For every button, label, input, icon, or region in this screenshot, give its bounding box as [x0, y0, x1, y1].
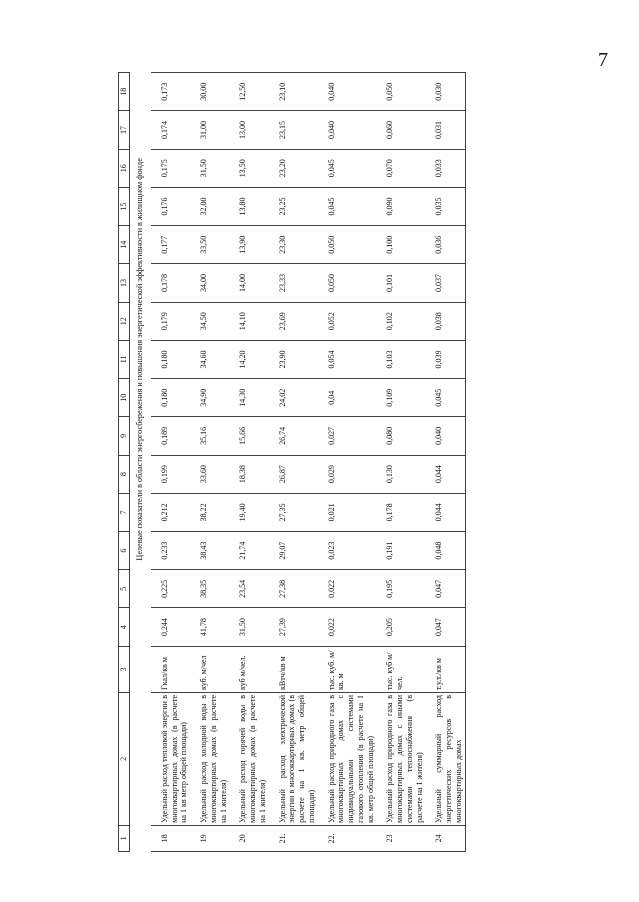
value-cell: 31,50 [229, 608, 268, 646]
value-cell: 0,130 [376, 455, 425, 493]
value-cell: 0,029 [318, 455, 377, 493]
row-number: 19 [190, 825, 229, 851]
value-cell: 31,50 [190, 149, 229, 187]
value-cell: 0,050 [318, 264, 377, 302]
value-cell: 0,109 [376, 379, 425, 417]
value-cell: 0,040 [318, 73, 377, 111]
value-cell: 33,60 [190, 455, 229, 493]
value-cell: 0,022 [318, 570, 377, 608]
value-cell: 0,045 [318, 187, 377, 225]
value-cell: 0,022 [318, 608, 377, 646]
value-cell: 0,173 [151, 73, 190, 111]
value-cell: 0,090 [376, 187, 425, 225]
value-cell: 0,195 [376, 570, 425, 608]
value-cell: 0,080 [376, 417, 425, 455]
value-cell: 34,90 [190, 379, 229, 417]
value-cell: 0,060 [376, 111, 425, 149]
row-number: 20 [229, 825, 268, 851]
value-cell: 19,40 [229, 493, 268, 531]
column-number: 15 [119, 187, 130, 225]
indicator-name: Удельный расход природного газа в многоквартирных домах с иными системами теплоснабжения (в расчете на 1 жителя) [376, 693, 425, 826]
value-cell: 14,10 [229, 302, 268, 340]
value-cell: 0,244 [151, 608, 190, 646]
value-cell: 0,176 [151, 187, 190, 225]
value-cell: 0,179 [151, 302, 190, 340]
value-cell: 0,225 [151, 570, 190, 608]
column-number: 5 [119, 570, 130, 608]
value-cell: 0,175 [151, 149, 190, 187]
value-cell: 14,30 [229, 379, 268, 417]
column-number: 2 [119, 693, 130, 826]
value-cell: 30,00 [190, 73, 229, 111]
value-cell: 0,050 [318, 226, 377, 264]
value-cell: 0,178 [376, 493, 425, 531]
indicator-name: Удельный расход тепловой энергии в многоквартирных домах (в расчете на 1 кв метр общей площади) [151, 693, 190, 826]
value-cell: 14,20 [229, 340, 268, 378]
indicator-name: Удельный расход природного газа в многоквартирных домах с индивидуальными системами газового отопления (в расчете на 1 кв. метр общей площади) [318, 693, 377, 826]
value-cell: 0,233 [151, 532, 190, 570]
value-cell: 34,60 [190, 340, 229, 378]
unit-cell: т.у.т./кв м [425, 646, 465, 692]
unit-cell: куб м/чел. [229, 646, 268, 692]
row-number: 23 [376, 825, 425, 851]
value-cell: 13,00 [229, 111, 268, 149]
value-cell: 0,054 [318, 340, 377, 378]
value-cell: 34,00 [190, 264, 229, 302]
table-row [229, 73, 268, 852]
table-row [318, 73, 377, 852]
column-number: 17 [119, 111, 130, 149]
indicator-name: Удельный расход электрической энергии в многоквартирных домах (в расчете на 1 кв. метр общей площади) [269, 693, 318, 826]
value-cell: 29,07 [269, 532, 318, 570]
value-cell: 38,43 [190, 532, 229, 570]
value-cell: 0,039 [425, 340, 465, 378]
value-cell: 23,90 [269, 340, 318, 378]
table-row [190, 73, 229, 852]
value-cell: 0,027 [318, 417, 377, 455]
column-number: 11 [119, 340, 130, 378]
value-cell: 0,038 [425, 302, 465, 340]
value-cell: 38,22 [190, 493, 229, 531]
section-title-row [129, 73, 151, 852]
value-cell: 0,178 [151, 264, 190, 302]
value-cell: 0,04 [318, 379, 377, 417]
value-cell: 24,02 [269, 379, 318, 417]
value-cell: 35,16 [190, 417, 229, 455]
value-cell: 0,050 [376, 73, 425, 111]
value-cell: 0,044 [425, 455, 465, 493]
value-cell: 27,38 [269, 570, 318, 608]
unit-cell: тыс. куб м/чел. [376, 646, 425, 692]
value-cell: 0,047 [425, 570, 465, 608]
value-cell: 0,070 [376, 149, 425, 187]
value-cell: 0,189 [151, 417, 190, 455]
unit-cell: Гкал/кв м [151, 646, 190, 692]
value-cell: 23,10 [269, 73, 318, 111]
row-number: 24 [425, 825, 465, 851]
value-cell: 0,031 [425, 111, 465, 149]
value-cell: 41,78 [190, 608, 229, 646]
value-cell: 0,177 [151, 226, 190, 264]
value-cell: 23,69 [269, 302, 318, 340]
value-cell: 0,040 [425, 417, 465, 455]
value-cell: 23,33 [269, 264, 318, 302]
value-cell: 0,191 [376, 532, 425, 570]
value-cell: 27,35 [269, 493, 318, 531]
value-cell: 0,036 [425, 226, 465, 264]
value-cell: 14,00 [229, 264, 268, 302]
value-cell: 13,80 [229, 187, 268, 225]
value-cell: 0,212 [151, 493, 190, 531]
row-number: 21. [269, 825, 318, 851]
value-cell: 33,50 [190, 226, 229, 264]
header-row [119, 73, 130, 852]
column-number: 7 [119, 493, 130, 531]
value-cell: 0,100 [376, 226, 425, 264]
indicators-table [118, 72, 466, 852]
rotated-table-container [118, 72, 604, 852]
table-row [151, 73, 190, 852]
column-number: 12 [119, 302, 130, 340]
column-number: 9 [119, 417, 130, 455]
value-cell: 38,35 [190, 570, 229, 608]
value-cell: 23,54 [229, 570, 268, 608]
value-cell: 0,045 [425, 379, 465, 417]
column-number: 18 [119, 73, 130, 111]
unit-cell: тыс. куб. м/ кв. м [318, 646, 377, 692]
value-cell: 23,20 [269, 149, 318, 187]
column-number: 13 [119, 264, 130, 302]
value-cell: 0,048 [425, 532, 465, 570]
value-cell: 23,25 [269, 187, 318, 225]
value-cell: 21,74 [229, 532, 268, 570]
value-cell: 0,199 [151, 455, 190, 493]
table-row [269, 73, 318, 852]
value-cell: 0,174 [151, 111, 190, 149]
value-cell: 0,205 [376, 608, 425, 646]
value-cell: 0,045 [318, 149, 377, 187]
value-cell: 31,00 [190, 111, 229, 149]
unit-cell: куб. м/чел [190, 646, 229, 692]
table-row [376, 73, 425, 852]
value-cell: 0,052 [318, 302, 377, 340]
column-number: 8 [119, 455, 130, 493]
column-number: 10 [119, 379, 130, 417]
row-number: 18 [151, 825, 190, 851]
unit-cell: кВтч/кв м [269, 646, 318, 692]
column-number: 6 [119, 532, 130, 570]
indicator-name: Удельный суммарный расход энергетических ресурсов в многоквартирных домах [425, 693, 465, 826]
value-cell: 0,047 [425, 608, 465, 646]
row-number: 22. [318, 825, 377, 851]
column-number: 14 [119, 226, 130, 264]
value-cell: 0,180 [151, 379, 190, 417]
value-cell: 0,103 [376, 340, 425, 378]
column-number: 1 [119, 825, 130, 851]
value-cell: 0,037 [425, 264, 465, 302]
value-cell: 15,66 [229, 417, 268, 455]
value-cell: 0,021 [318, 493, 377, 531]
column-number: 3 [119, 646, 130, 692]
indicator-name: Удельный расход холодной воды в многоквартирных домах (в расчете на 1 жителя) [190, 693, 229, 826]
column-number: 16 [119, 149, 130, 187]
value-cell: 27,39 [269, 608, 318, 646]
value-cell: 23,15 [269, 111, 318, 149]
value-cell: 0,035 [425, 187, 465, 225]
value-cell: 13,90 [229, 226, 268, 264]
value-cell: 32,00 [190, 187, 229, 225]
value-cell: 0,102 [376, 302, 425, 340]
value-cell: 34,50 [190, 302, 229, 340]
value-cell: 12,50 [229, 73, 268, 111]
value-cell: 23,30 [269, 226, 318, 264]
value-cell: 0,033 [425, 149, 465, 187]
value-cell: 0,101 [376, 264, 425, 302]
value-cell: 26,74 [269, 417, 318, 455]
value-cell: 13,50 [229, 149, 268, 187]
indicator-name: Удельный расход горячей воды в многоквартирных домах (в расчете на 1 жителя) [229, 693, 268, 826]
page-number: 7 [598, 49, 608, 71]
value-cell: 0,030 [425, 73, 465, 111]
value-cell: 26,87 [269, 455, 318, 493]
value-cell: 18,38 [229, 455, 268, 493]
value-cell: 0,044 [425, 493, 465, 531]
value-cell: 0,023 [318, 532, 377, 570]
value-cell: 0,040 [318, 111, 377, 149]
section-title: Целевые показатели в области энергосбережения и повышения энергетической эффективности в жилищном фонде [134, 158, 144, 561]
value-cell: 0,180 [151, 340, 190, 378]
column-number: 4 [119, 608, 130, 646]
table-row [425, 73, 465, 852]
